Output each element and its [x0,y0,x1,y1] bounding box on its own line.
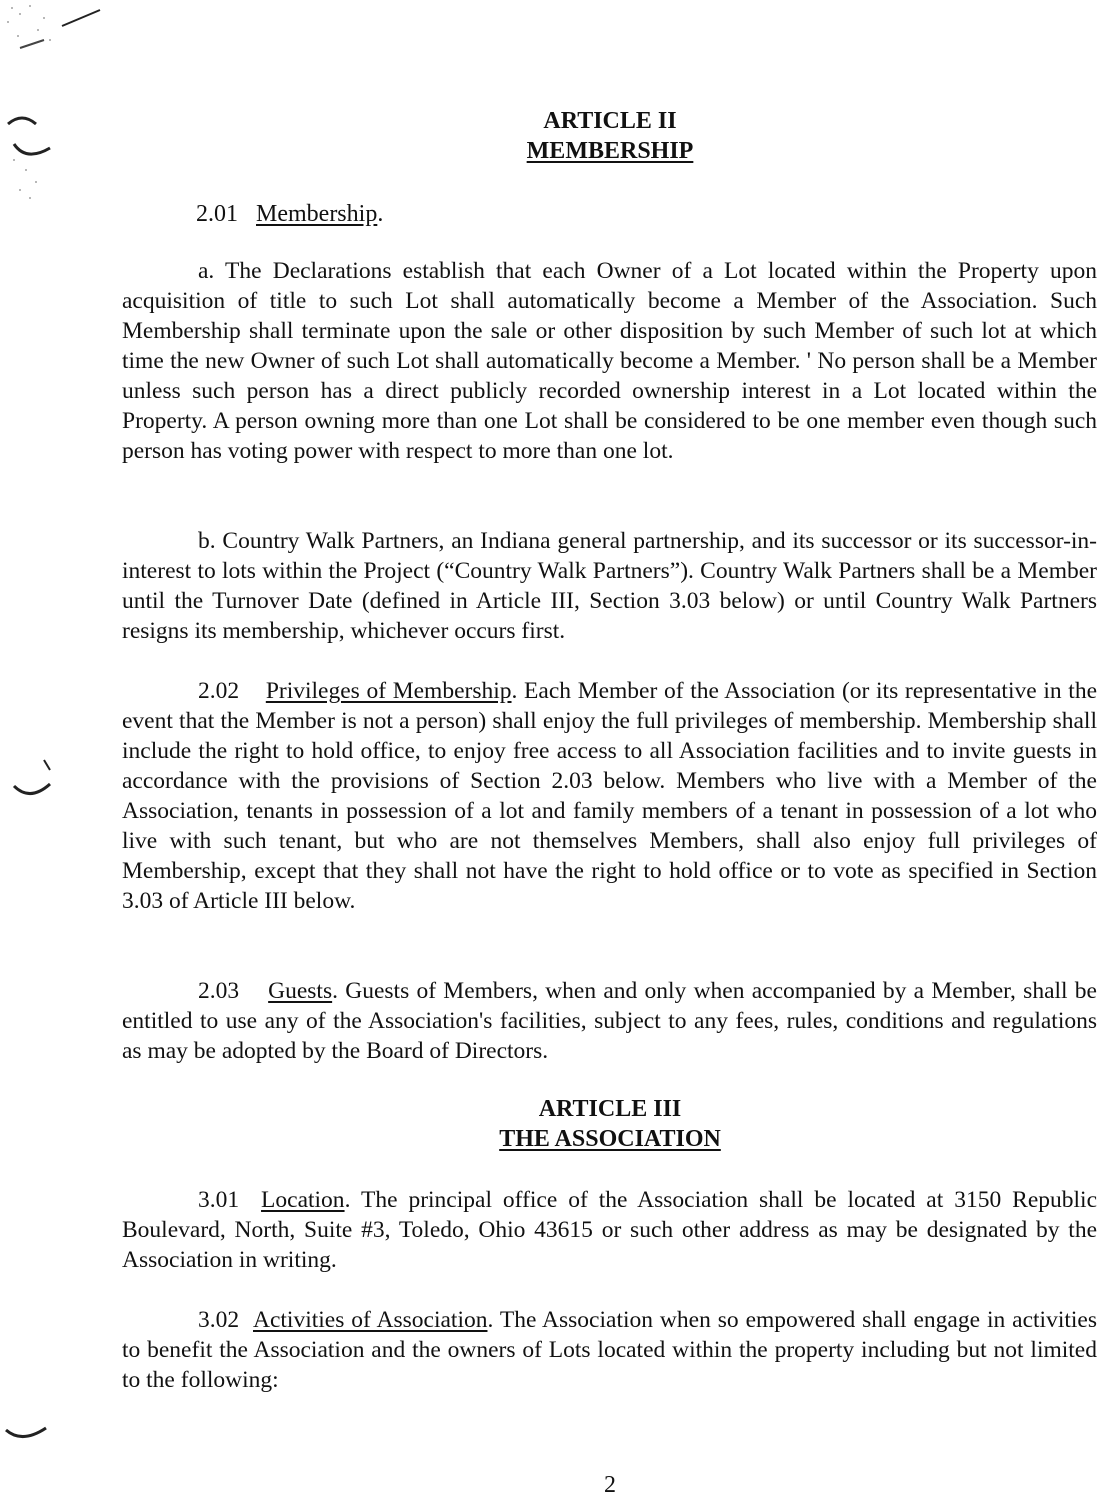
article-subtitle: THE ASSOCIATION [499,1126,721,1152]
section-number: 2.01 [196,201,238,227]
article-subtitle: MEMBERSHIP [526,138,694,164]
section-title-punct: . [377,201,384,227]
section-2-01-heading [196,199,383,229]
section-title: Privileges of Membership [265,678,512,704]
section-body: . Guests of Members, when and only when accompanied by a Member, shall be entitled to use any of the Association's facilities, subject to any fees, rules, conditions and regulations as may be adopted by the Board of Directors. [122,978,1097,1064]
article-title: ARTICLE II [543,108,677,134]
section-number: 2.03 [198,978,240,1004]
section-body: . The principal office of the Association shall be located at 3150 Republic Boulevard, North, Suite #3, Toledo, Ohio 43615 or such other address as may be designated by the Association in writing. [122,1187,1098,1273]
article-iii-heading [0,1094,1104,1154]
paragraph-2-01-b: b. Country Walk Partners, an Indiana general partnership, and its successor or its successor-in-interest to lots within the Project (“Country Walk Partners”). Country Walk Partners shall be a Member until the Turnover Date (defined in Article III, Section 3.03 below) or until Country Walk Partners resigns its membership, whichever occurs first. [122,528,1097,644]
section-title: Membership [256,201,378,227]
scan-artifacts [0,0,140,1488]
paragraph-2-02 [122,676,1097,916]
paragraph-3-01 [122,1185,1097,1275]
article-title: ARTICLE III [538,1096,682,1122]
section-number: 3.01 [198,1187,240,1213]
section-body: . Each Member of the Association (or its representative in the event that the Member is not a person) shall enjoy the full privileges of membership. Membership shall include the right to hold office, to enjoy free access to all Association facilities and to invite guests in accordance with the provisions of Section 2.03 below. Members who live with a Member of the Association, tenants in possession of a lot and family members of a tenant in possession of a lot who live with such tenant, but who are not themselves Members, shall also enjoy full privileges of Membership, except that they shall not have the right to hold office or to vote as specified in Section 3.03 of Article III below. [122,678,1098,914]
section-number: 3.02 [198,1307,240,1333]
section-body: . The Association when so empowered shall engage in activities to benefit the Association and the owners of Lots located within the property including but not limited to the following: [122,1307,1097,1393]
article-ii-heading [0,106,1104,166]
section-title: Location [261,1187,345,1213]
page-number: 2 [604,1472,616,1498]
section-title: Guests [268,978,333,1004]
paragraph-3-02 [122,1305,1097,1395]
section-number: 2.02 [198,678,240,704]
paragraph-2-01-a: a. The Declarations establish that each Owner of a Lot located within the Property upon acquisition of title to such Lot shall automatically become a Member of the Association. Such Membership shall terminate upon the sale or other disposition by such Member of such lot at which time the new Owner of such Lot shall automatically become a Member. ' No person shall be a Member unless such person has a direct publicly recorded ownership interest in a Lot located within the Property. A person owning more than one Lot shall be considered to be one member even though such person has voting power with respect to more than one lot. [122,258,1097,464]
section-title: Activities of Association [253,1307,488,1333]
paragraph-2-03 [122,976,1097,1066]
